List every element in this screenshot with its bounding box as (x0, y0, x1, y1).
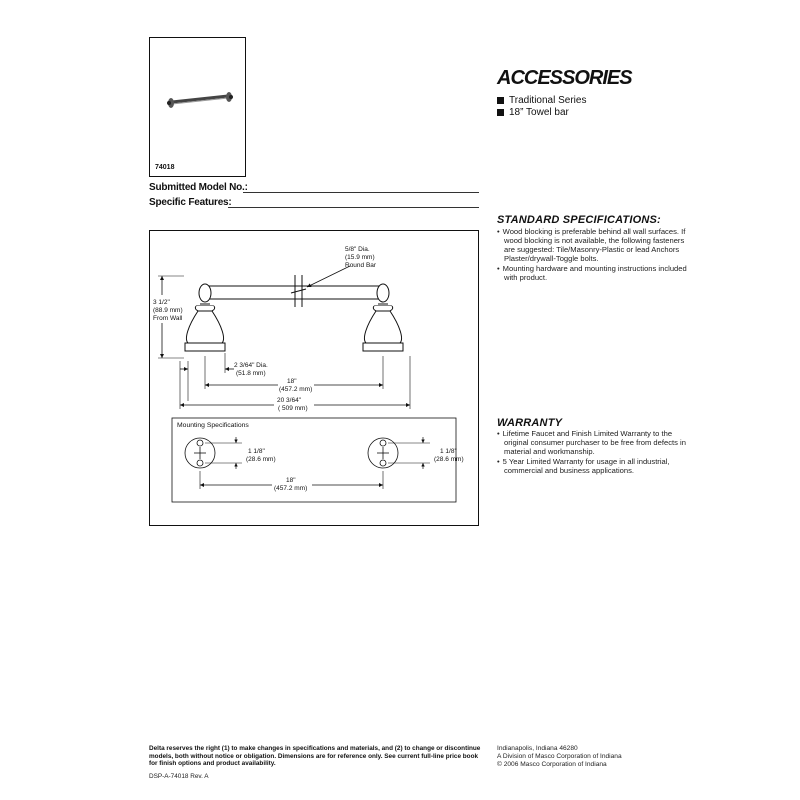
mount-len-mm: (457.2 mm) (274, 485, 308, 492)
address-line: Indianapolis, Indiana 46280 (497, 745, 578, 752)
base-dia-label: 2 3/64" Dia. (234, 362, 268, 369)
hole-right-label: 1 1/8" (440, 448, 457, 455)
hole-left-label: 1 1/8" (248, 448, 265, 455)
square-bullet-icon (497, 109, 504, 116)
copyright-line: © 2006 Masco Corporation of Indiana (497, 761, 607, 768)
base-dia-mm: (51.8 mm) (236, 370, 266, 377)
series-list (497, 95, 586, 118)
drawing-canvas (150, 231, 477, 524)
center-len-label: 18" (287, 378, 297, 385)
series-item (497, 95, 586, 106)
mount-len-label: 18" (286, 477, 296, 484)
from-wall-mm: (88.9 mm) (153, 307, 183, 314)
bar-dia-note: Round Bar (345, 262, 377, 269)
specific-features-label: Specific Features: (149, 197, 232, 208)
list-item: • Mounting hardware and mounting instructions included with product. (497, 264, 687, 282)
square-bullet-icon (497, 97, 504, 104)
product-image-box (149, 37, 246, 177)
standard-specs-list (497, 227, 687, 283)
submitted-model-field[interactable] (243, 192, 479, 193)
warranty-title: WARRANTY (497, 417, 563, 429)
overall-len-mm: ( 509 mm) (278, 405, 308, 412)
specific-features-field[interactable] (228, 207, 479, 208)
hole-left-mm: (28.6 mm) (246, 456, 276, 463)
address-line: A Division of Masco Corporation of Indiana (497, 753, 622, 760)
towel-bar-elevation (185, 284, 403, 351)
from-wall-label: 3 1/2" (153, 299, 170, 306)
warranty-list (497, 429, 689, 476)
technical-drawing (149, 230, 479, 526)
company-address (497, 745, 622, 769)
from-wall-note: From Wall (153, 315, 183, 322)
mounting-spec-title: Mounting Specifications (177, 422, 249, 429)
break-symbol (291, 275, 306, 307)
product-name: 18” Towel bar (509, 107, 569, 118)
mounting-spec-box (172, 418, 456, 502)
list-item: • 5 Year Limited Warranty for usage in all industrial, commercial and business applications. (497, 457, 689, 475)
model-number: 74018 (155, 164, 175, 171)
submitted-model-label: Submitted Model No.: (149, 182, 248, 193)
list-item: • Lifetime Faucet and Finish Limited Warranty to the original consumer purchaser to be free from defects in material and workmanship. (497, 429, 689, 456)
bar-dia-mm: (15.9 mm) (345, 254, 375, 261)
list-item: • Wood blocking is preferable behind all wall surfaces. If wood blocking is not available, the following fasteners are suggested: Tile/Masonry-Plastic or lead Anchors Plaster/drywall-Toggle bolts. (497, 227, 687, 263)
series-item (497, 107, 586, 118)
center-len-mm: (457.2 mm) (279, 386, 313, 393)
hole-right-mm: (28.6 mm) (434, 456, 464, 463)
document-code: DSP-A-74018 Rev. A (149, 773, 209, 780)
overall-len-label: 20 3/64" (277, 397, 301, 404)
series-name: Traditional Series (509, 95, 587, 106)
standard-specs-title: STANDARD SPECIFICATIONS: (497, 214, 661, 226)
towel-bar-thumbnail (150, 38, 244, 175)
legal-disclaimer: Delta reserves the right (1) to make changes in specifications and materials, and (2) to change or discontinue models, both without notice or obligation. Dimensions are for reference only. See current full-line price book for finish options and product availability. (149, 745, 481, 768)
bar-dia-label: 5/8" Dia. (345, 246, 370, 253)
page-title: ACCESSORIES (497, 67, 632, 89)
right-mounting-plate (368, 438, 398, 468)
left-mounting-plate (185, 438, 215, 468)
